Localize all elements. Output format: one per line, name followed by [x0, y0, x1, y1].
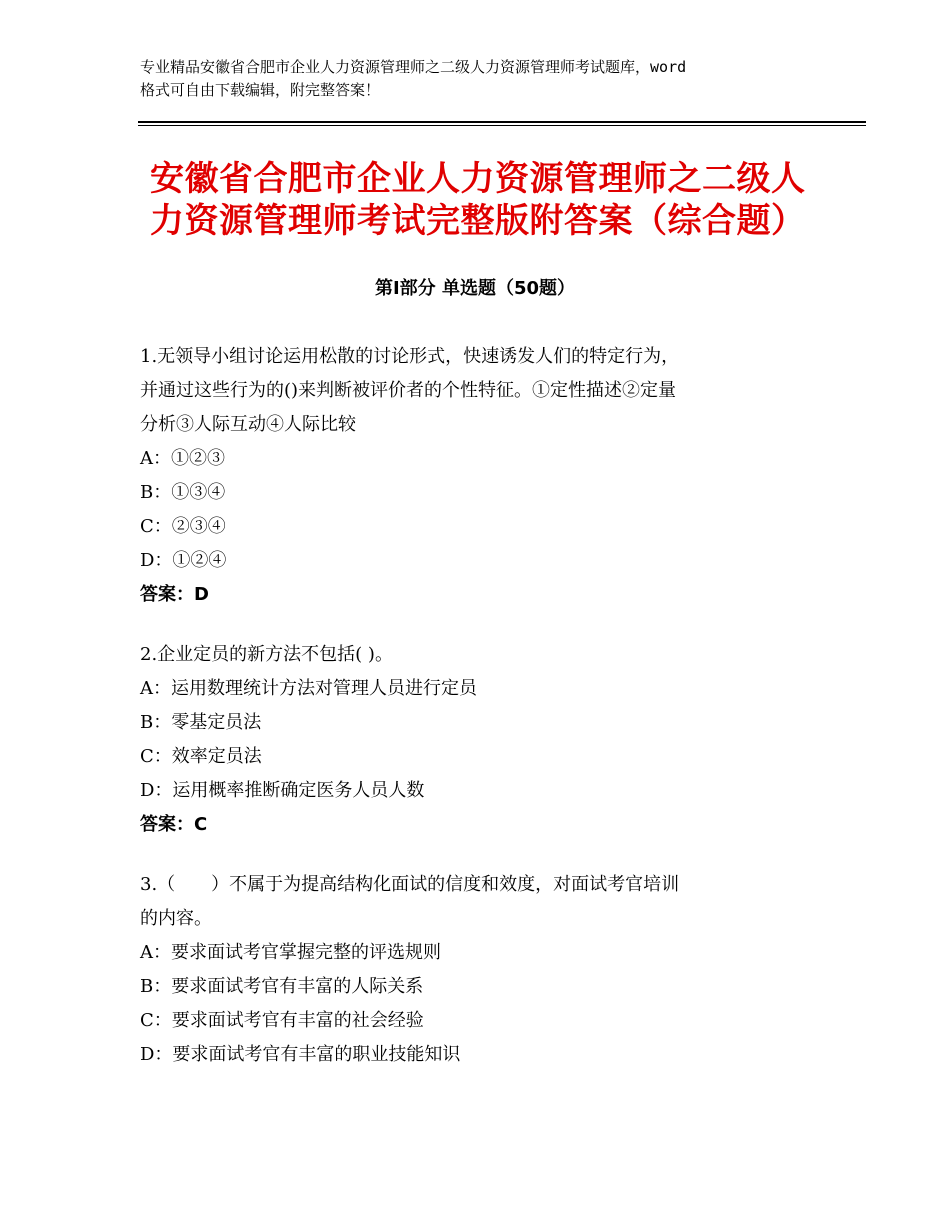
header-divider — [138, 121, 866, 126]
header-note-line: 专业精品安徽省合肥市企业人力资源管理师之二级人力资源管理师考试题库，word — [140, 58, 687, 76]
header-note-line: 格式可自由下载编辑，附完整答案！ — [140, 81, 381, 99]
option-c: C：②③④ — [140, 516, 226, 537]
question-text-line: 分析③人际互动④人际比较 — [140, 414, 356, 435]
option-b: B：①③④ — [140, 482, 226, 503]
question-text-line: 3.（ ）不属于为提高结构化面试的信度和效度，对面试考官培训 — [140, 874, 680, 895]
option-a: A：要求面试考官掌握完整的评选规则 — [140, 942, 441, 963]
option-b: B：零基定员法 — [140, 712, 262, 733]
option-c: C：效率定员法 — [140, 746, 262, 767]
answer: 答案：D — [140, 584, 209, 605]
document-title-line: 力资源管理师考试完整版附答案（综合题） — [150, 201, 806, 241]
document-title — [150, 158, 840, 242]
section-heading: 第Ⅰ部分 单选题（50题） — [374, 278, 575, 299]
option-a: A：运用数理统计方法对管理人员进行定员 — [140, 678, 477, 699]
header-divider-thin — [138, 125, 866, 126]
question-text-line: 的内容。 — [140, 908, 212, 929]
question-text-line: 2.企业定员的新方法不包括( )。 — [140, 644, 393, 665]
header-divider-thick — [138, 121, 866, 123]
answer: 答案：C — [140, 814, 208, 835]
option-a: A：①②③ — [140, 448, 225, 469]
question-3 — [140, 868, 820, 1072]
option-b: B：要求面试考官有丰富的人际关系 — [140, 976, 424, 997]
question-2 — [140, 638, 820, 842]
document-title-line: 安徽省合肥市企业人力资源管理师之二级人 — [150, 159, 806, 199]
question-text-line: 1.无领导小组讨论运用松散的讨论形式，快速诱发人们的特定行为， — [140, 346, 680, 367]
question-text-line: 并通过这些行为的()来判断被评价者的个性特征。①定性描述②定量 — [140, 380, 677, 401]
option-d: D：运用概率推断确定医务人员人数 — [140, 780, 425, 801]
question-list — [140, 340, 820, 1098]
option-d: D：要求面试考官有丰富的职业技能知识 — [140, 1044, 461, 1065]
option-c: C：要求面试考官有丰富的社会经验 — [140, 1010, 424, 1031]
option-d: D：①②④ — [140, 550, 227, 571]
question-1 — [140, 340, 820, 612]
header-note — [140, 56, 830, 102]
